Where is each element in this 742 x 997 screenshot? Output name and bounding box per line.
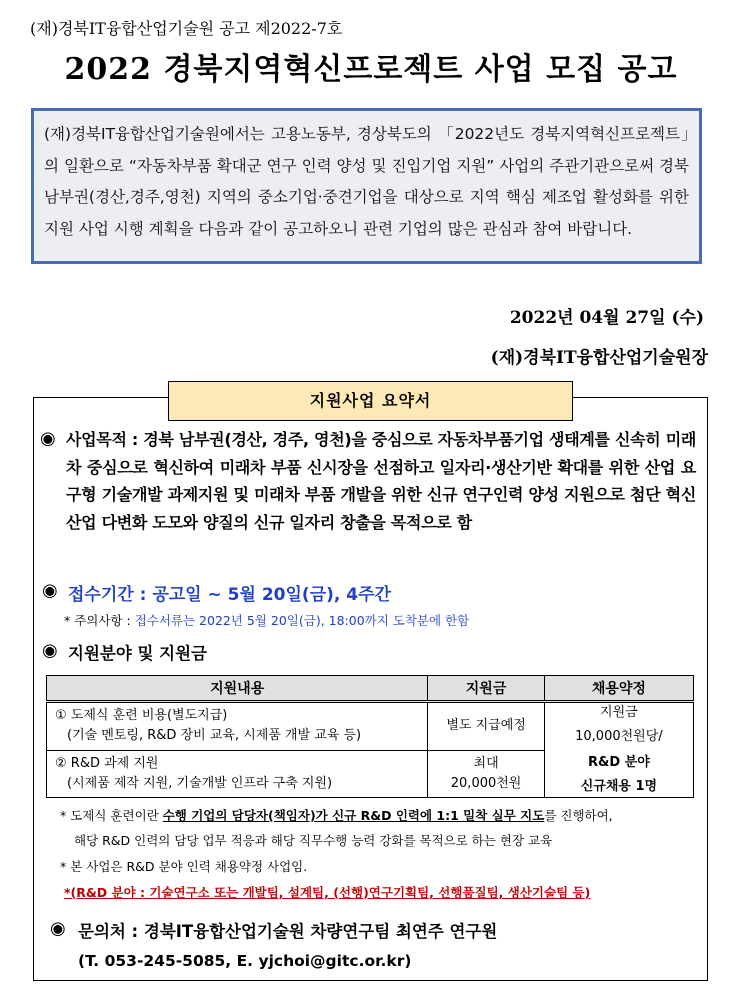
footnote-rnd-fields: *(R&D 분야 : 기술연구소 또는 개발팀, 설계팀, (선행)연구기획팀, 선행품질팀, 생산기술팀 등) <box>64 885 591 900</box>
footnote-hiring: * 본 사업은 R&D 분야 인력 채용약정 사업임. <box>60 859 308 874</box>
contact-details: (T. 053-245-5085, E. yjchoi@gitc.or.kr) <box>78 952 412 970</box>
contact-info: 문의처 : 경북IT융합산업기술원 차량연구팀 최연주 연구원 <box>78 922 498 941</box>
row1-line2: (기술 멘토링, R&D 장비 교육, 시제품 개발 교육 등) <box>67 728 362 744</box>
row2-line1: ② R&D 과제 지원 <box>55 755 159 771</box>
bullet-icon: ◉ <box>50 918 66 939</box>
intro-box: (재)경북IT융합산업기술원에서는 고용노동부, 경상북도의 「2022년도 경북지역혁신프로젝트」의 일환으로 “자동차부품 확대군 연구 인력 양성 및 진입기업 지원” 사업의 주관기관으로써 경북 남부권(경산,경주,영천) 지역의 중소기업·중견기업을 대상으로 지역 핵심 제조업 활성화를 위한 지원 사업 시행 계획을 다음과 같이 공고하오니 관련 기업의 많은 관심과 참여 바랍니다. <box>31 108 702 264</box>
row2-amount <box>428 750 544 797</box>
footnote-apprentice-a: * 도제식 훈련이란 <box>60 808 163 823</box>
bullet-icon: ◉ <box>42 580 58 601</box>
row2-amount-line2: 20,000천원 <box>450 775 522 791</box>
row2-line2: (시제품 제작 지원, 기술개발 인프라 구축 지원) <box>67 775 333 791</box>
page-title: 2022 경북지역혁신프로젝트 사업 모집 공고 <box>64 52 678 87</box>
application-period: 접수기간 : 공고일 ~ 5월 20일(금), 4주간 <box>68 585 391 605</box>
summary-title: 지원사업 요약서 <box>168 381 573 421</box>
hire-line4: 신규채용 1명 <box>580 779 658 794</box>
issuing-organization: (재)경북IT융합산업기술원장 <box>490 348 708 368</box>
support-field-title: 지원분야 및 지원금 <box>68 644 208 663</box>
table-row <box>47 702 694 751</box>
row2-content <box>47 750 428 797</box>
caution-text: 접수서류는 2022년 5월 20일(금), 18:00까지 도착분에 한함 <box>134 613 470 628</box>
footnote-apprentice-b: 를 진행하여, <box>544 808 613 823</box>
bullet-icon: ◉ <box>42 640 58 661</box>
support-table <box>46 675 694 798</box>
purpose-text: 사업목적 : 경북 남부권(경산, 경주, 영천)을 중심으로 자동차부품기업 생태계를 신속히 미래차 중심으로 혁신하여 미래차 부품 신시장을 선점하고 일자리·생산기반 확대를 위한 산업 요구형 기술개발 과제지원 및 미래차 부품 개발을 위한 신규 연구인력 양성 지원으로 첨단 혁신 산업 다변화 도모와 양질의 신규 일자리 창출을 목적으로 함 <box>66 430 697 532</box>
footnote-apprentice-line2: 해당 R&D 인력의 담당 업무 적응과 해당 직무수행 능력 강화를 목적으로 하는 현장 교육 <box>74 833 553 848</box>
header-amount: 지원금 <box>428 676 544 702</box>
notice-date: 2022년 04월 27일 (수) <box>509 308 704 328</box>
row1-content <box>47 702 428 751</box>
caution-label: * 주의사항 : <box>64 613 135 628</box>
hire-line2: 10,000천원당/ <box>575 729 663 744</box>
footnote-apprentice <box>60 806 613 824</box>
bullet-icon: ◉ <box>40 428 56 449</box>
hiring-cell <box>544 702 693 798</box>
row1-line1: ① 도제식 훈련 비용(별도지급) <box>55 708 228 724</box>
hire-line1: 지원금 <box>600 705 638 720</box>
header-content: 지원내용 <box>47 676 428 702</box>
caution-note <box>64 611 469 629</box>
notice-number: (재)경북IT융합산업기술원 공고 제2022-7호 <box>30 19 343 38</box>
table-header-row <box>47 676 694 702</box>
header-hiring: 채용약정 <box>544 676 693 702</box>
hire-line3: R&D 분야 <box>588 755 650 770</box>
row2-amount-line1: 최대 <box>473 755 499 771</box>
footnote-apprentice-underline: 수행 기업의 담당자(책임자)가 신규 R&D 인력에 1:1 밀착 실무 지도 <box>162 808 545 823</box>
row1-amount: 별도 지급예정 <box>428 702 544 751</box>
